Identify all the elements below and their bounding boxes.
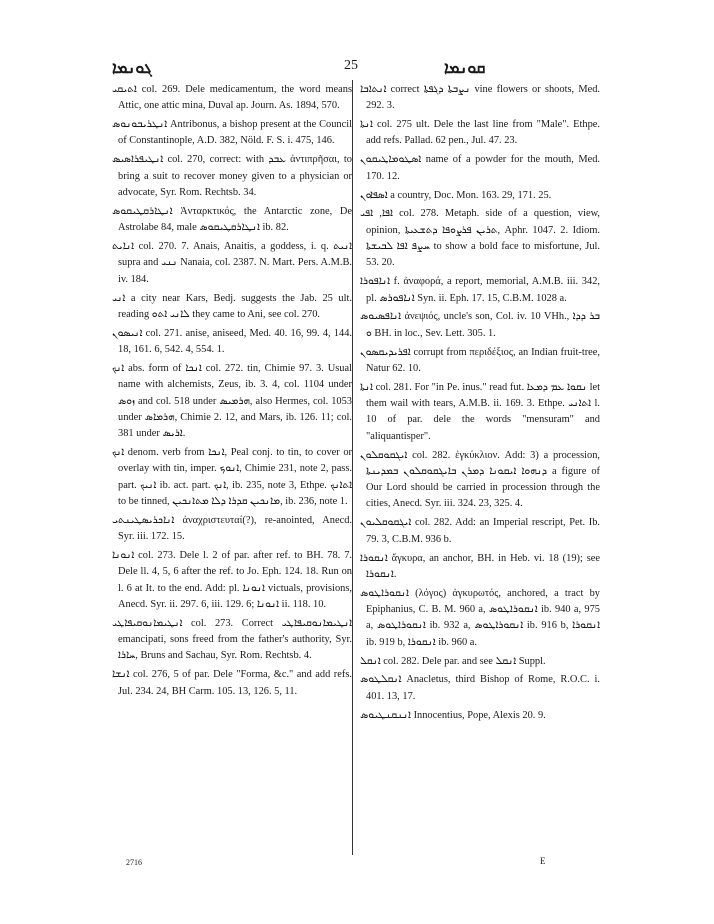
dictionary-entry: ܐܢܟ denom. verb from ܐܢܟܐ, Peal conj. to tin, to cover or overlay with tin, imper. ܐܢܘܟ, Chimie 231, note 2, pass. part. ܐܢܝܟ ib. act. part. ܐܢܟ, ib. 235, note 3, Ethpe. ܐܬܐܢܟ to be tinned, ܡܐܢܟܝܢ ܩܕܪܐ ܕܠܐ ܡܬܐܢܟܝܢ, ib. 236, note 1.	[112, 446, 352, 507]
page-number: 25	[344, 58, 358, 73]
dictionary-entry: ܐܢܐܦܘܪܐ f. ἀναφορά, a report, memorial, A.M.B. iii. 342, pl. ܐܢܐܦܘܪܣ Syn. ii. Eph. 17. 15, C.B.M. 1028 a.	[360, 276, 600, 304]
signature-letter: E	[540, 856, 546, 866]
dictionary-entry: ܐܢܬܐ col. 281. For "in Pe. inus." read fut. ܢܩܘܐ ܥܡ ܕܡܥܐ let them wail with tears, A.M.B. ii. 169. 3. Ethpe. ܐܬܐܢܝ l. 10 of par. dele the words "mensuram" and "aliquantisper".	[360, 381, 601, 442]
dictionary-entry: ܐܢܩܘܪܐܛܘܣ (λόγος) ἀγκυρωτός, anchored, a tract by Epiphanius, C. B. M. 960 a, ܐܢܩܘܪܐܛܘܣ ib. 940 a, 975 a, ܐܢܩܘܪܐܛܘܣ ib. 932 a, ܐܢܩܘܪܐܛܘܣ ib. 916 b, ܐܢܩܘܪܐ ib. 919 b, ܐܢܩܘܪܐ ib. 960 a.	[360, 587, 600, 648]
dictionary-entry: ܐܢܢܩܢܛܝܘܣ Innocentius, Pope, Alexis 20. 9.	[360, 709, 546, 721]
dictionary-entry: ܐܣܛܘܡܐܛܝܩܘܢ name of a powder for the mouth, Med. 170. 12.	[360, 154, 600, 182]
left-column	[112, 82, 352, 702]
dictionary-entry: ܐܦܪܝܕܝܩܣܘܢ corrupt from περιδέξιος, an Indian fruit-tree, Natur 62. 10.	[360, 346, 600, 374]
dictionary-entry: ܐܢܐܝܬ col. 270. 7. Anais, Anaitis, a goddess, i. q. ܐܢܝܬ supra and ܢܢܝ Nanaia, col. 2387. N. Mart. Pers. A.M.B. iv. 184.	[112, 241, 352, 285]
dictionary-entry: ܐܢܬܐ col. 275 ult. Dele the last line from "Male". Ethpe. add refs. Pallad. 62 pen., Jul. 47. 23.	[360, 119, 600, 147]
dictionary-entry: ܐܢܩܠܛܘܣ Anacletus, third Bishop of Rome, R.O.C. i. 401. 13, 17.	[360, 674, 600, 702]
column-divider	[352, 80, 353, 855]
dictionary-entry: ܐܢܘܢܐ col. 273. Dele l. 2 of par. after ref. to BH. 78. 7. Dele ll. 4, 5, 6 after the ref. to Jo. Eph. 124. 18. Run on l. 6 at It. to the end. Add: pl. ܐܢܘܢܐ victuals, provisions, Anecd. Syr. ii. 297. 6, iii. 129. 6; ܐܢܘܢܐ ii. 118. 10.	[112, 549, 352, 610]
dictionary-entry: ܐܢܟ abs. form of ܐܢܟܐ col. 272. tin, Chimie 97. 3. Usual name with alchemists, Zeus, ib. 3. 4, col. 1104 under ܙܘܣ and col. 518 under ܗܪܡܝܣ, also Hermes, col. 1053 under ܗܪܡܐܣ, Chimie 2. 12, and Mars, ib. 126. 11; col. 381 under ܐܪܝܣ.	[112, 362, 352, 440]
running-head-left: ܓܘܢܡܐ	[112, 58, 153, 77]
right-column	[360, 82, 600, 726]
dictionary-entry: ܐܢܫܐ col. 276, 5 of par. Dele "Forma, &c." and add refs. Jul. 234. 24, BH Carm. 105. 13, 126. 5, 11.	[112, 669, 352, 697]
dictionary-entry: ܐܢܐܦܣܝܘܣ ἀνεψιός, uncle's son, Col. iv. 10 VHh., ܒܪ ܕܕܐ ܘ BH. in loc., Sev. Lett. 305. 1.	[360, 311, 600, 339]
dictionary-entry: ܐܢܐܟܪܝܣܛܝܢܬܝ ἀναχριστευταί(?), re-anointed, Anecd. Syr. iii. 172. 15.	[112, 514, 352, 543]
dictionary-entry: ܐܢܩܠ col. 282. Dele par. and see ܐܢܩܠ Suppl.	[360, 655, 546, 667]
running-head-right: ܩܘܢܡܐ	[444, 58, 486, 77]
dictionary-entry: ܐܢܝܣܘܢ col. 271. anise, aniseed, Med. 40. 16, 99. 4, 144. 18, 161. 6, 542. 4, 554. 1.	[112, 327, 352, 356]
dictionary-entry: ܐܢܬܐܒܐ correct ܢܨܒܬܐ ܕܓܦܬܐ vine flowers or shoots, Med. 292. 3.	[360, 84, 600, 112]
dictionary-entry: ܐܢܛܪܝܒܘܢܘܣ Antribonus, a bishop present at the Council of Constantinople, A.D. 382, Nöld. F. S. i. 475, 146.	[112, 119, 352, 147]
dictionary-entry: ܐܢܛܝܦܪܐܣܝܣ col. 270, correct: with ܥܒܕ ἀντιπρῆσαι, to bring a suit to recover money given to a physician or advocate, Syr. Rom. Rechtsb. 34.	[112, 154, 352, 198]
dictionary-entry: ܐܢܛܝܡܐܢܘܩܝܦܐܛܝ col. 273. Correct ܐܢܛܝܡܐܢܘܩܝܦܐܛܝ emancipati, sons freed from the father's authority, Syr. ܚܐܪܐ, Bruns and Sachau, Syr. Rom. Rechtsb. 4.	[112, 617, 352, 662]
dictionary-entry: ܐܣܦܐܘܢ a country, Doc. Mon. 163. 29, 171. 25.	[360, 189, 552, 201]
dictionary-entry: ܐܝܓܩܘܩܠܝܘܢ col. 282. Add: an Imperial rescript, Pet. Ib. 79. 3, C.B.M. 936 b.	[360, 517, 600, 545]
dictionary-entry: ܐܢܝ a city near Kars, Bedj. suggests the Jab. 25 ult. reading ܠܐܢܝ ܐܬܘ they came to Ani, see col. 270.	[112, 292, 352, 320]
dictionary-entry: ܐܬܝܩܝ col. 269. Dele medicamentum, the word means Attic, one attic mina, Duval ap. Journ. As. 1894, 570.	[112, 84, 352, 112]
dictionary-entry: ܐܦܐ, ܐܦܝ col. 278. Metaph. side of a question, view, opinion, ܬܪܝܢ ܦܪܨܘܦܐ ܕܬܫܥܝܬܐ, Aphr. 1047. 2. Idiom. ܚܨܦ ܐܦܐ ܠܒܝܫܬܐ to show a bold face to misfortune, Jul. 53. 20.	[360, 208, 601, 269]
dictionary-entry: ܐܝܓܩܘܩܠܘܢ col. 282. ἐγκύκλιον. Add: 3) a procession, ܕܢܗܘܐ ܐܝܩܘܢܐ ܕܡܪܢ ܒܐܝܓܩܘܩܠܘܢ ܒܡܕܝܢܬܐ a figure of Our Lord should be carried in procession through the cities, Anecd. Syr. iii. 324. 23, 325. 4.	[360, 449, 600, 510]
signature-mark: 2716	[126, 858, 142, 867]
dictionary-entry: ܐܢܩܘܪܐ ἄγκυρα, an anchor, BH. in Heb. vi. 18 (19); see ܐܢܩܘܪܐ.	[360, 552, 600, 580]
dictionary-entry: ܐܢܛܐܪܩܛܝܩܘܣ Ἀνταρκτικός, the Antarctic zone, De Astrolabe 84, male ܐܢܛܐܪܩܛܝܩܘܣ ib. 82.	[112, 205, 352, 234]
